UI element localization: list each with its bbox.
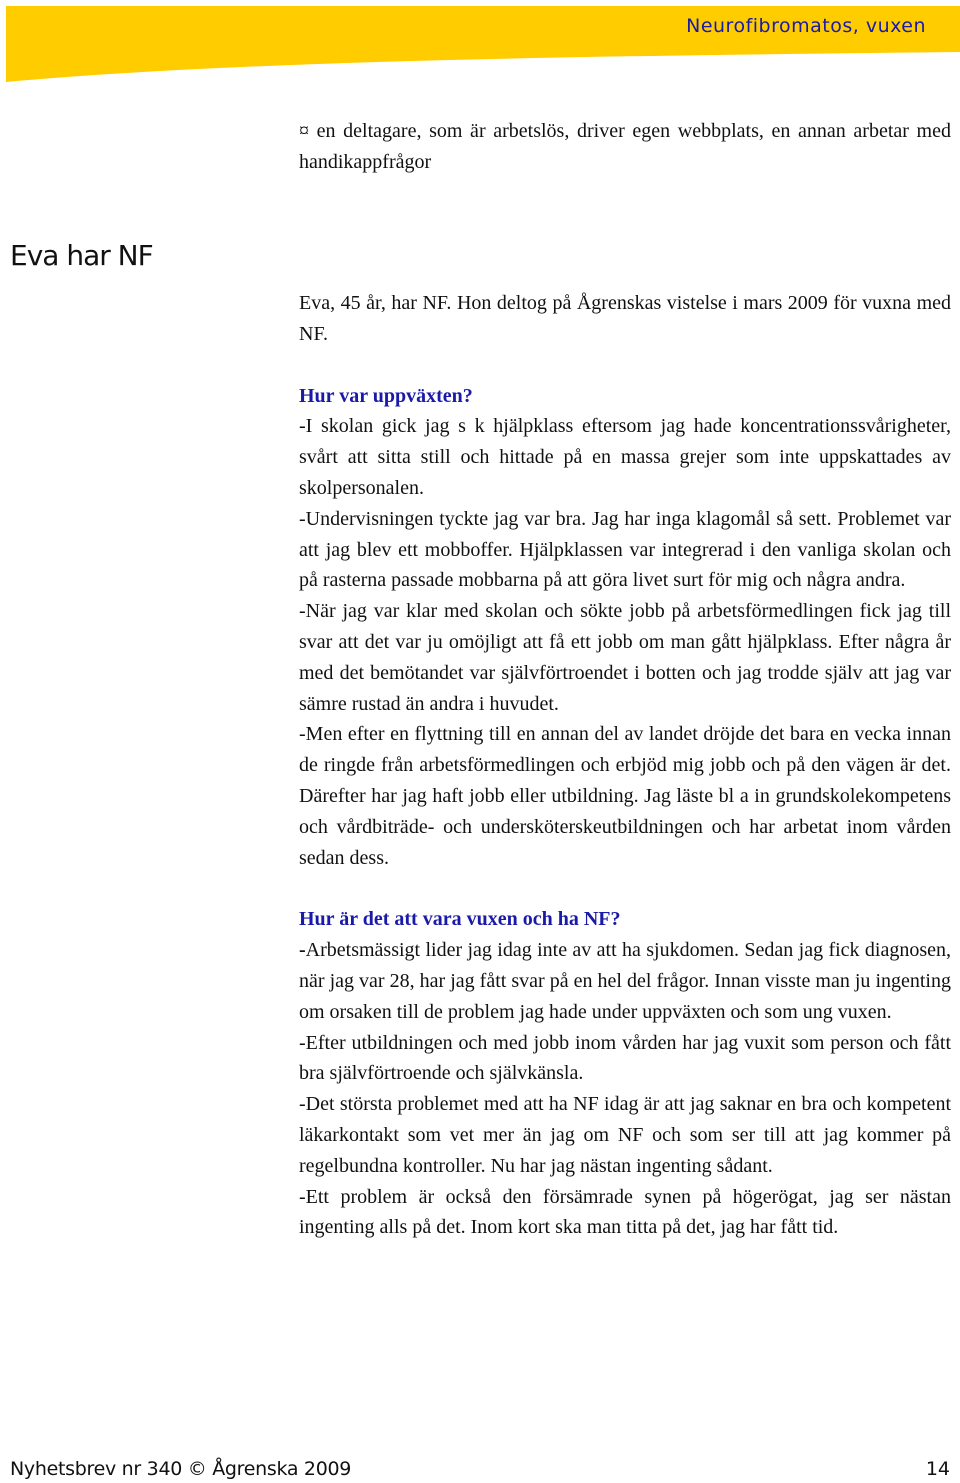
question-heading-1: Hur var uppväxten? xyxy=(299,384,473,407)
section-heading: Eva har NF xyxy=(10,239,153,272)
answer-paragraph: -Ett problem är också den försämrade synen på högerögat, jag ser nästan ingenting alls på det. Inom kort ska man titta på det, jag har fått tid. xyxy=(299,1185,951,1239)
article-body xyxy=(299,288,951,1243)
answer-paragraph: -Undervisningen tyckte jag var bra. Jag har inga klagomål så sett. Problemet var att jag blev ett mobboffer. Hjälpklassen var integrerad i den vanliga skolan och på rasterna passade mobbarna på att göra livet surt för mig och några andra. xyxy=(299,507,951,592)
question-heading-2: Hur är det att vara vuxen och ha NF? xyxy=(299,908,621,931)
answer-paragraph: -Efter utbildningen och med jobb inom vården har jag vuxit som person och fått bra självförtroende och självkänsla. xyxy=(299,1031,951,1085)
answer-paragraph: -Det största problemet med att ha NF idag är att jag saknar en bra och kompetent läkarkontakt som vet mer än jag om NF och som ser till att jag kommer på regelbundna kontroller. Nu har jag nästan ingenting sådant. xyxy=(299,1093,951,1177)
answer-paragraph xyxy=(299,935,951,1027)
answer-paragraph: -I skolan gick jag s k hjälpklass eftersom jag hade koncentrationssvårigheter, svårt att sitta still och hittade på en massa grejer som inte uppskattades av skolpersonalen. xyxy=(299,415,951,499)
footer-credit: Nyhetsbrev nr 340 © Ågrenska 2009 xyxy=(10,1458,352,1480)
header-title: Neurofibromatos, vuxen xyxy=(686,15,926,37)
header-swoosh xyxy=(0,0,960,90)
answer-text: Arbetsmässigt lider jag idag inte av att ha sjukdomen. Sedan jag fick diagnosen, när jag var 28, har jag fått svar på en hel del frågor. Innan visste man ju ingenting om orsaken till de problem jag hade under uppväxten och som ung vuxen. xyxy=(299,939,951,1023)
intro-paragraph: Eva, 45 år, har NF. Hon deltog på Ågrenskas vistelse i mars 2009 för vuxna med NF. xyxy=(299,292,951,345)
bold-dash: - xyxy=(299,939,306,962)
answer-paragraph: -Men efter en flyttning till en annan del av landet dröjde det bara en vecka innan de ringde från arbetsförmedlingen och erbjöd mig jobb och på den vägen är det. Därefter har jag haft jobb eller utbildning. Jag läste bl a in grundskolekompetens och vårdbiträde- och undersköterskeutbildningen och har arbetat inom vården sedan dess. xyxy=(299,723,951,869)
bullet-text: en deltagare, som är arbetslös, driver egen webbplats, en annan arbetar med handikappfrågor xyxy=(299,120,951,173)
header-band xyxy=(0,0,960,90)
answer-paragraph: -När jag var klar med skolan och sökte jobb på arbetsförmedlingen fick jag till svar att det var ju omöjligt att få ett jobb om man gått hjälpklass. Efter några år med det bemötandet var självförtroendet i botten och jag trodde själv att jag var sämre rustad än andra i huvudet. xyxy=(299,600,951,715)
page-number: 14 xyxy=(925,1458,950,1480)
bullet-item xyxy=(299,116,951,178)
bullet-symbol: ¤ xyxy=(299,120,309,142)
